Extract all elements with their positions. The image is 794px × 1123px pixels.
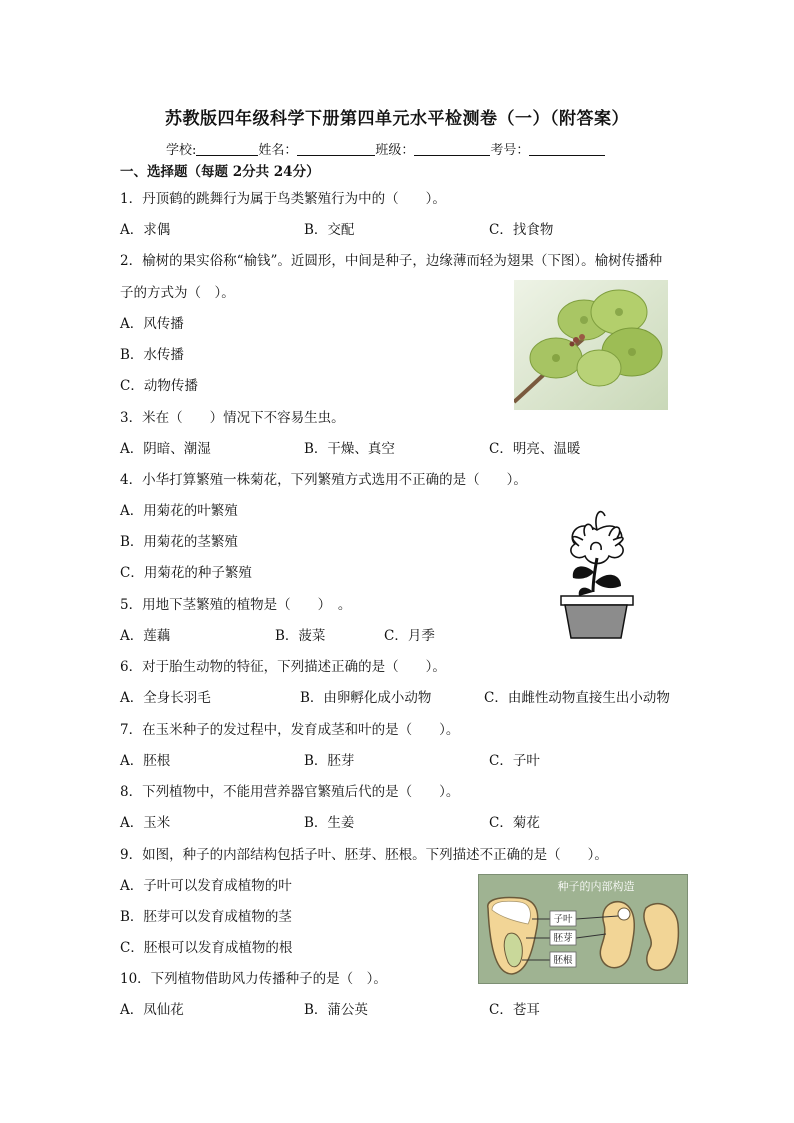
seed-figure-title: 种子的内部构造 [557,880,635,893]
q5-option-a[interactable]: A．莲藕 [120,628,171,644]
q10-option-a[interactable]: A．凤仙花 [120,1002,184,1018]
q4-option-a[interactable]: A．用菊花的叶繁殖 [120,503,238,519]
section-heading: 一、选择题（每题 2分共 24分） [120,164,320,180]
chrysanthemum-illustration [555,500,640,640]
q5-option-c[interactable]: C．月季 [384,628,435,644]
q8-option-a[interactable]: A．玉米 [120,815,171,831]
question-5: 5．用地下茎繁殖的植物是（ ） 。 [120,597,352,613]
seed-structure-illustration [478,874,688,984]
q8-option-c[interactable]: C．菊花 [489,815,540,831]
q8-option-b[interactable]: B．生姜 [304,815,355,831]
q2-option-a[interactable]: A．风传播 [120,316,184,332]
q4-option-b[interactable]: B．用菊花的茎繁殖 [120,534,238,550]
q3-option-c[interactable]: C．明亮、温暖 [489,441,581,457]
elm-samara-illustration [514,280,668,410]
q9-option-a[interactable]: A．子叶可以发育成植物的叶 [120,878,292,894]
q6-option-a[interactable]: A．全身长羽毛 [120,690,211,706]
q6-option-c[interactable]: C．由雌性动物直接生出小动物 [484,690,670,706]
chrysanthemum-pot-drawing [555,500,640,640]
name-label: 姓名： [258,143,298,158]
school-field[interactable] [196,142,258,156]
label-cotyledon: 子叶 [553,914,573,925]
q2-option-b[interactable]: B．水传播 [120,347,184,363]
label-plumule: 胚芽 [553,933,573,944]
class-field[interactable] [414,142,490,156]
q9-option-b[interactable]: B．胚芽可以发育成植物的茎 [120,909,292,925]
name-field[interactable] [297,142,375,156]
q9-option-c[interactable]: C．胚根可以发育成植物的根 [120,940,293,956]
exam-no-field[interactable] [529,142,605,156]
question-9: 9．如图，种子的内部结构包括子叶、胚芽、胚根。下列描述不正确的是（ ）。 [120,847,608,863]
page-title: 苏教版四年级科学下册第四单元水平检测卷（一）（附答案） [165,109,629,129]
q10-option-b[interactable]: B．蒲公英 [304,1002,368,1018]
q3-option-b[interactable]: B．干燥、真空 [304,441,395,457]
q3-option-a[interactable]: A．阴暗、潮湿 [120,441,211,457]
elm-samara-photo [514,280,668,410]
class-label: 班级： [375,143,415,158]
question-2-line-1: 2．榆树的果实俗称“榆钱”。近圆形，中间是种子，边缘薄而轻为翅果（下图）。榆树传播种 [120,253,663,269]
school-label: 学校: [166,143,197,158]
q10-option-c[interactable]: C．苍耳 [489,1002,540,1018]
q1-option-b[interactable]: B．交配 [304,222,355,238]
question-7: 7．在玉米种子的发过程中，发育成茎和叶的是（ ）。 [120,722,460,738]
question-8: 8．下列植物中，不能用营养器官繁殖后代的是（ ）。 [120,784,460,800]
exam-no-label: 考号： [490,143,530,158]
q6-option-b[interactable]: B．由卵孵化成小动物 [300,690,432,706]
q7-option-b[interactable]: B．胚芽 [304,753,355,769]
question-6: 6．对于胎生动物的特征，下列描述正确的是（ ）。 [120,659,446,675]
question-2-line-2: 子的方式为（ ）。 [120,285,235,301]
q2-option-c[interactable]: C．动物传播 [120,378,198,394]
question-10: 10．下列植物借助风力传播种子的是（ ）。 [120,971,387,987]
q7-option-c[interactable]: C．子叶 [489,753,540,769]
label-radicle: 胚根 [553,955,573,966]
q4-option-c[interactable]: C．用菊花的种子繁殖 [120,565,252,581]
question-4: 4．小华打算繁殖一株菊花，下列繁殖方式选用不正确的是（ ）。 [120,472,527,488]
q5-option-b[interactable]: B．菠菜 [275,628,326,644]
question-1: 1．丹顶鹤的跳舞行为属于鸟类繁殖行为中的（ ）。 [120,191,446,207]
seed-structure-figure [478,874,688,984]
q7-option-a[interactable]: A．胚根 [120,753,171,769]
student-info-row [166,139,605,158]
question-3: 3．米在（ ）情况下不容易生虫。 [120,410,345,426]
q1-option-c[interactable]: C．找食物 [489,222,554,238]
q1-option-a[interactable]: A．求偶 [120,222,171,238]
